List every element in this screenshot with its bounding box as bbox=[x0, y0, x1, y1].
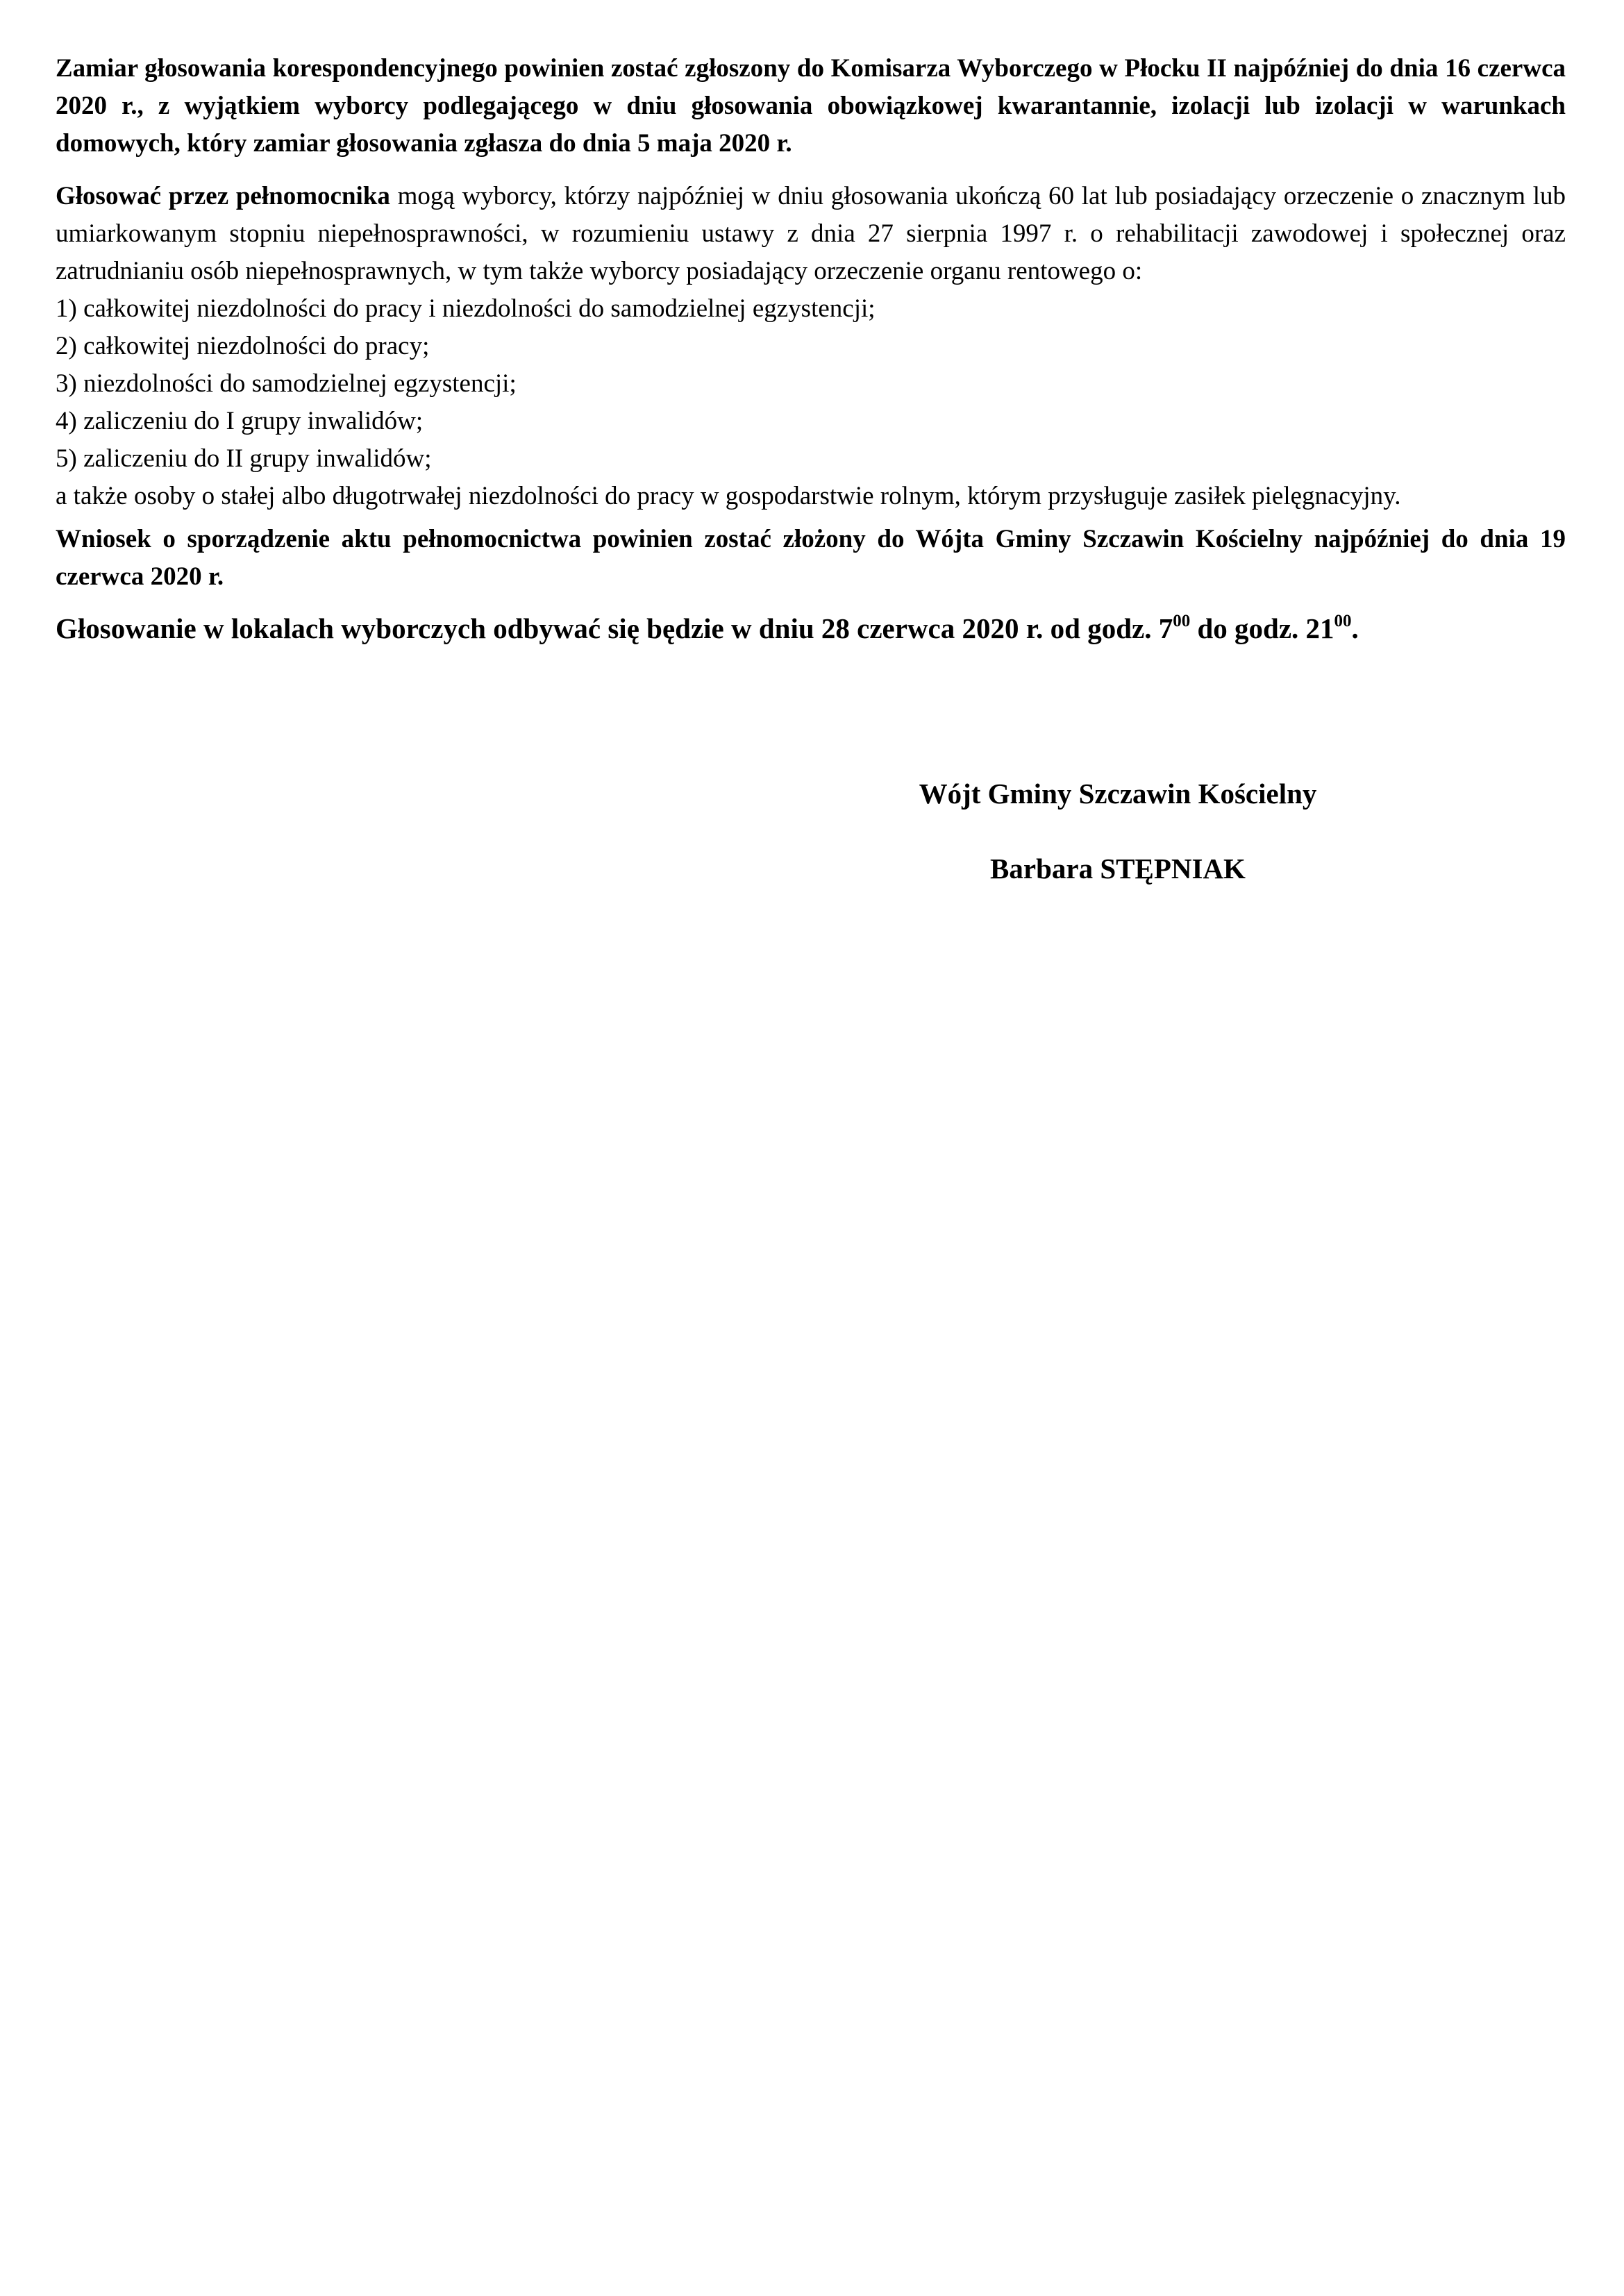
proxy-voting-text: mogą wyborcy, którzy najpóźniej w dniu głosowania ukończą 60 lat lub posiadający orzeczenie o znacznym lub umiarkowanym stopniu niepełnosprawności, w rozumieniu ustawy z dnia 27 sierpnia 1997 r. o rehabilitacji zawodowej i społecznej oraz zatrudnianiu osób niepełnosprawnych, w tym także wyborcy posiadający orzeczenie organu rentowego o: bbox=[56, 182, 1566, 285]
polling-hours-paragraph bbox=[56, 608, 1566, 648]
farm-workers-paragraph: a także osoby o stałej albo długotrwałej niezdolności do pracy w gospodarstwie rolnym, którym przysługuje zasiłek pielęgnacyjny. bbox=[56, 482, 1401, 510]
proxy-voting-lead: Głosować przez pełnomocnika bbox=[56, 182, 390, 210]
polling-hours-end: . bbox=[1351, 612, 1359, 644]
list-item: 5) zaliczeniu do II grupy inwalidów; bbox=[56, 444, 432, 473]
proxy-voting-paragraph bbox=[56, 178, 1566, 290]
list-item: 3) niezdolności do samodzielnej egzystencji; bbox=[56, 369, 517, 398]
list-item: 2) całkowitej niezdolności do pracy; bbox=[56, 332, 430, 360]
opening-minutes: 00 bbox=[1173, 612, 1191, 631]
list-item: 1) całkowitej niezdolności do pracy i niezdolności do samodzielnej egzystencji; bbox=[56, 294, 876, 323]
signature-title: Wójt Gminy Szczawin Kościelny bbox=[919, 778, 1317, 810]
polling-hours-text: Głosowanie w lokalach wyborczych odbywać się będzie w dniu 28 czerwca 2020 r. od godz. 7 bbox=[56, 612, 1173, 644]
proxy-request-paragraph: Wniosek o sporządzenie aktu pełnomocnictwa powinien zostać złożony do Wójta Gminy Szczawin Kościelny najpóźniej do dnia 19 czerwca 2020 r. bbox=[56, 525, 1566, 591]
list-item: 4) zaliczeniu do I grupy inwalidów; bbox=[56, 407, 424, 435]
polling-hours-middle: do godz. 21 bbox=[1190, 612, 1334, 644]
closing-minutes: 00 bbox=[1334, 612, 1352, 631]
document-body bbox=[56, 50, 1566, 648]
correspondence-voting-paragraph: Zamiar głosowania korespondencyjnego powinien zostać zgłoszony do Komisarza Wyborczego w Płocku II najpóźniej do dnia 16 czerwca 2020 r., z wyjątkiem wyborcy podlegającego w dniu głosowania obowiązkowej kwarantannie, izolacji lub izolacji w warunkach domowych, który zamiar głosowania zgłasza do dnia 5 maja 2020 r. bbox=[56, 54, 1566, 158]
signature-name: Barbara STĘPNIAK bbox=[990, 853, 1246, 885]
disability-list bbox=[56, 290, 1566, 478]
